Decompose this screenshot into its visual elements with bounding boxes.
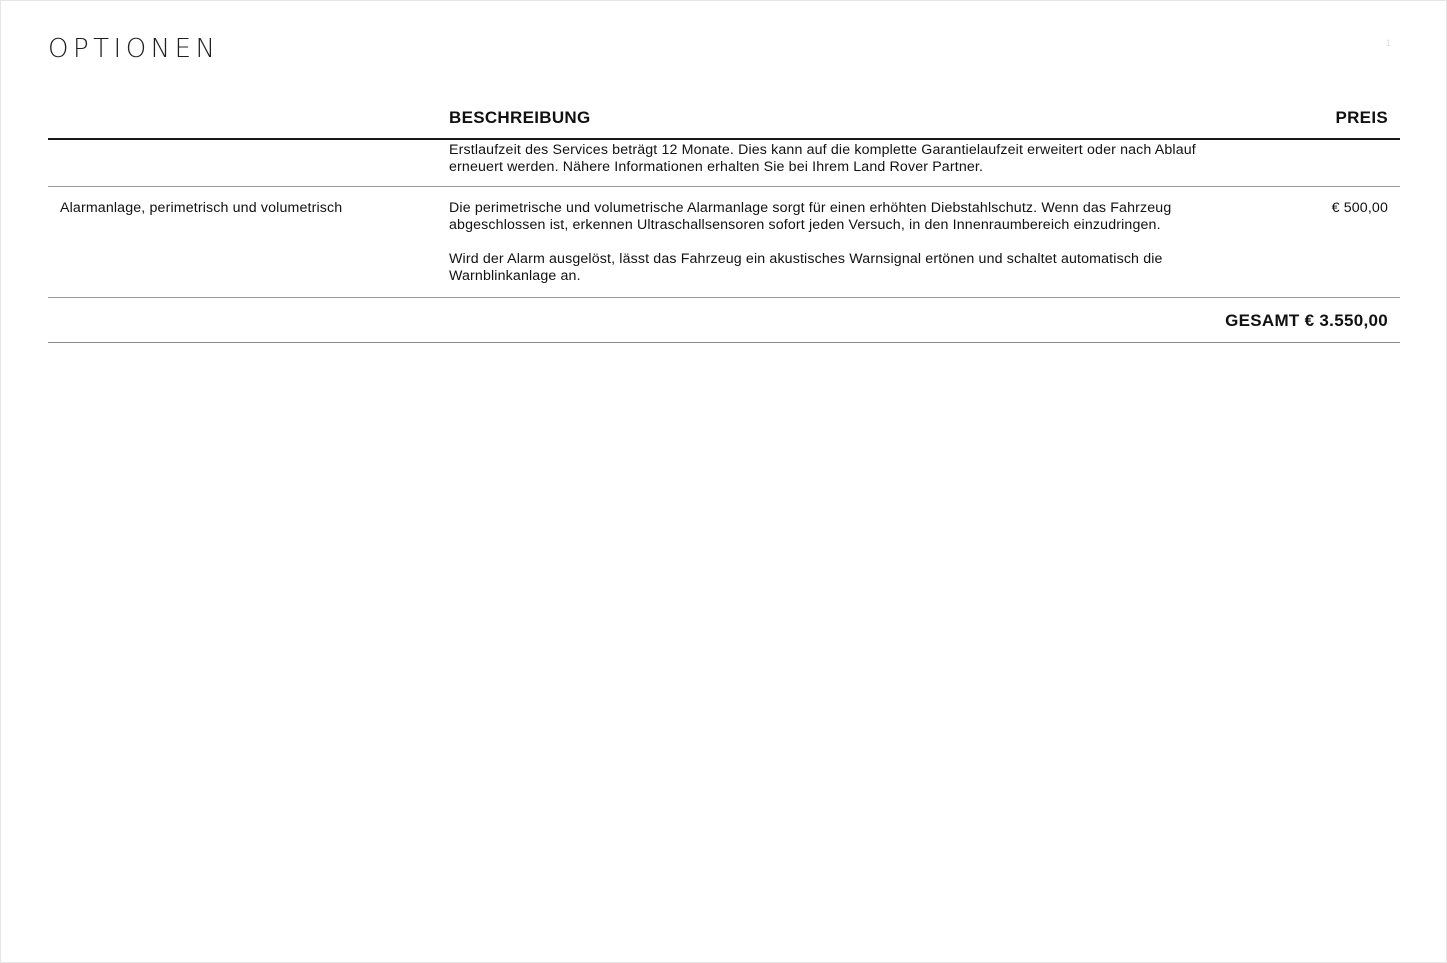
header-name bbox=[48, 96, 437, 139]
option-description bbox=[437, 139, 1260, 187]
options-table bbox=[48, 96, 1400, 343]
page-title: OPTIONEN bbox=[48, 34, 220, 64]
total-amount: GESAMT € 3.550,00 bbox=[48, 298, 1400, 343]
total-row bbox=[48, 298, 1400, 343]
description-paragraph: Erstlaufzeit des Services beträgt 12 Monate. Dies kann auf die komplette Garantielaufzeit erweitert oder nach Ablauf erneuert werden. Nähere Informationen erhalten Sie bei Ihrem Land Rover Partner. bbox=[449, 142, 1196, 175]
table-header-row bbox=[48, 96, 1400, 139]
option-name: Alarmanlage, perimetrisch und volumetrisch bbox=[48, 187, 437, 298]
description-paragraph: Die perimetrische und volumetrische Alarmanlage sorgt für einen erhöhten Diebstahlschutz. Wenn das Fahrzeug abgeschlossen ist, erkennen Ultraschallsensoren sofort jeden Versuch, in den Innenraumbereich einzudringen. bbox=[449, 200, 1172, 233]
table-row bbox=[48, 187, 1400, 298]
description-paragraph: Wird der Alarm ausgelöst, lässt das Fahrzeug ein akustisches Warnsignal ertönen und schaltet automatisch die Warnblinkanlage an. bbox=[449, 251, 1163, 284]
header-description: BESCHREIBUNG bbox=[437, 96, 1260, 139]
option-price: € 500,00 bbox=[1260, 187, 1400, 298]
option-description bbox=[437, 187, 1260, 298]
table-row bbox=[48, 139, 1400, 187]
option-price bbox=[1260, 139, 1400, 187]
page-number: 1 bbox=[1385, 38, 1391, 48]
header-price: PREIS bbox=[1260, 96, 1400, 139]
option-name bbox=[48, 139, 437, 187]
